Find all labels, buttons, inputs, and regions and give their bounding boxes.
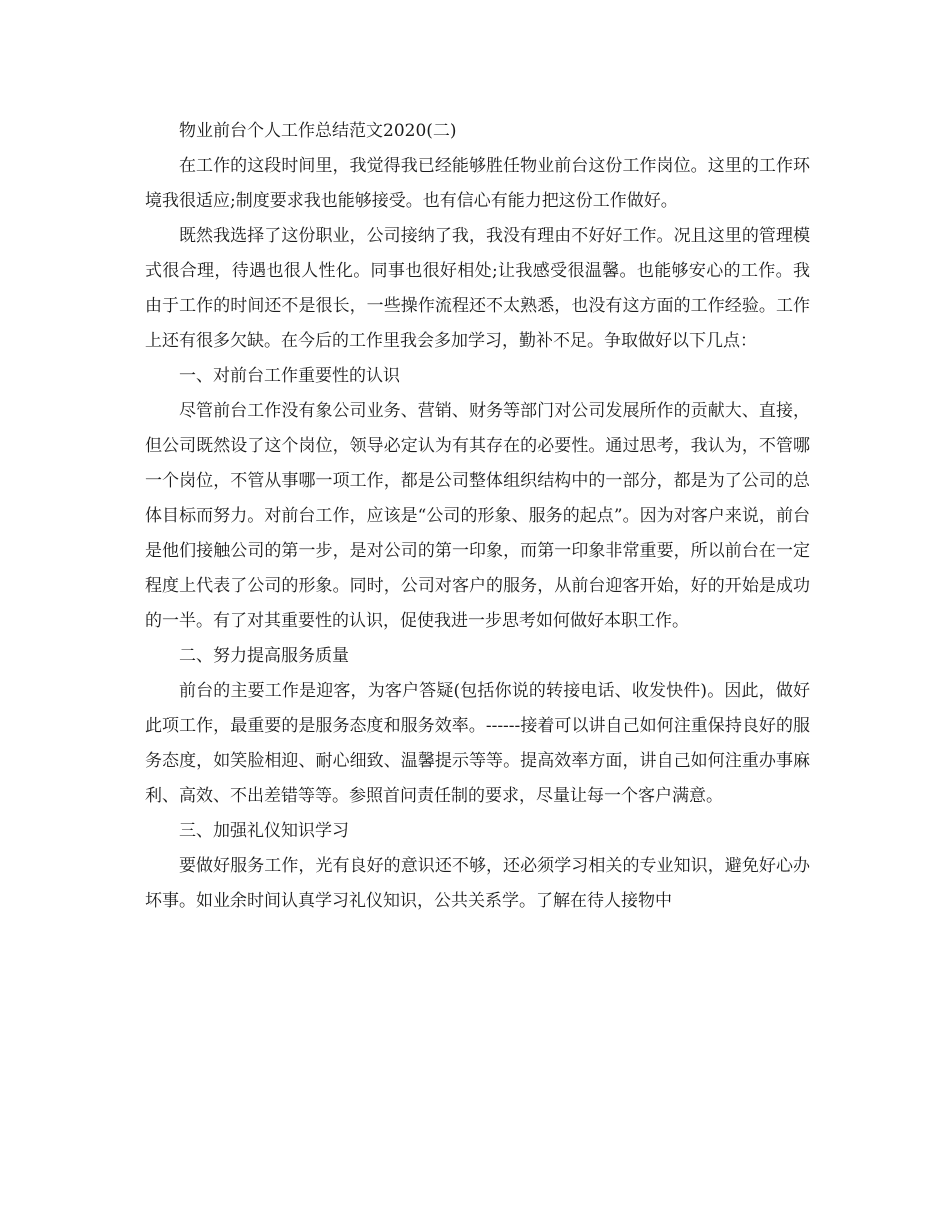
section-1-heading: 一、对前台工作重要性的认识 xyxy=(179,366,400,386)
section-2-text: 前台的主要工作是迎客，为客户答疑(包括你说的转接电话、收发快件)。因此，做好此项工作，最重要的是服务态度和服务效率。------接着可以讲自己如何注重保持良好的服务态度，如笑脸相迎、耐心细致、温馨提示等等。提高效率方面，讲自己如何注重办事麻利、高效、不出差错等等。参照首问责任制的要求，尽量让每一个客户满意。 xyxy=(145,681,810,806)
section-2-heading: 二、努力提高服务质量 xyxy=(179,646,349,666)
intro-paragraph-2: 既然我选择了这份职业，公司接纳了我，我没有理由不好好工作。况且这里的管理模式很合理，待遇也很人性化。同事也很好相处;让我感受很温馨。也能够安心的工作。我由于工作的时间还不是很长，一些操作流程还不太熟悉，也没有这方面的工作经验。工作上还有很多欠缺。在今后的工作里我会多加学习，勤补不足。争取做好以下几点： xyxy=(145,226,810,351)
section-1-text: 尽管前台工作没有象公司业务、营销、财务等部门对公司发展所作的贡献大、直接，但公司既然设了这个岗位，领导必定认为有其存在的必要性。通过思考，我认为，不管哪一个岗位，不管从事哪一项工作，都是公司整体组织结构中的一部分，都是为了公司的总体目标而努力。对前台工作，应该是“公司的形象、服务的起点”。因为对客户来说，前台是他们接触公司的第一步，是对公司的第一印象，而第一印象非常重要，所以前台在一定程度上代表了公司的形象。同时，公司对客户的服务，从前台迎客开始，好的开始是成功的一半。有了对其重要性的认识，促使我进一步思考如何做好本职工作。 xyxy=(145,401,810,631)
section-3-heading: 三、加强礼仪知识学习 xyxy=(179,821,349,841)
document-title: 物业前台个人工作总结范文2020(二) xyxy=(179,121,457,141)
section-3-text: 要做好服务工作，光有良好的意识还不够，还必须学习相关的专业知识，避免好心办坏事。如业余时间认真学习礼仪知识，公共关系学。了解在待人接物中 xyxy=(145,856,810,911)
intro-paragraph-1: 在工作的这段时间里，我觉得我已经能够胜任物业前台这份工作岗位。这里的工作环境我很适应;制度要求我也能够接受。也有信心有能力把这份工作做好。 xyxy=(145,156,810,211)
document-body xyxy=(145,114,810,919)
